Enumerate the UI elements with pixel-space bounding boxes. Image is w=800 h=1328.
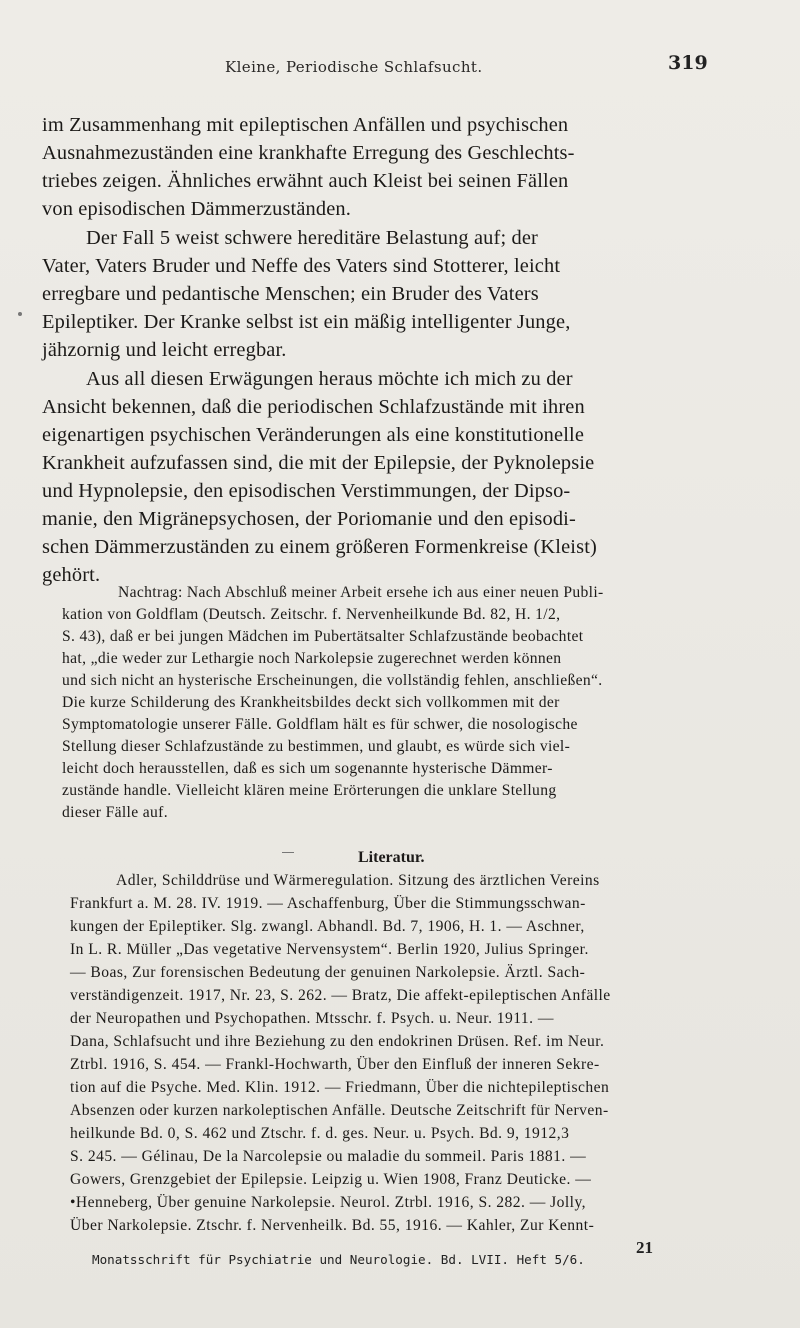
reference-line: der Neuropathen und Psychopathen. Mtsschr. f. Psych. u. Neur. 1911. — (70, 1010, 554, 1027)
page-number: 319 (668, 52, 708, 74)
reference-line: tion auf die Psyche. Med. Klin. 1912. — Friedmann, Über die nichtepileptischen (70, 1079, 610, 1096)
reference-line: — Boas, Zur forensischen Bedeutung der genuinen Narkolepsie. Ärztl. Sach- (70, 964, 586, 981)
text-line: Ansicht bekennen, daß die periodischen Schlafzustände mit ihren (42, 396, 585, 418)
reference-line: S. 245. — Gélinau, De la Narcolepsie ou maladie du sommeil. Paris 1881. — (70, 1148, 587, 1165)
text-line: Krankheit aufzufassen sind, die mit der Epilepsie, der Pyknolepsie (42, 452, 595, 474)
text-line: triebes zeigen. Ähnliches erwähnt auch Kleist bei seinen Fällen (42, 170, 569, 192)
text-line: Vater, Vaters Bruder und Neffe des Vaters sind Stotterer, leicht (42, 255, 561, 277)
text-line: eigenartigen psychischen Veränderungen als eine konstitutionelle (42, 424, 585, 446)
text-line: von episodischen Dämmerzuständen. (42, 198, 352, 220)
text-line: Epileptiker. Der Kranke selbst ist ein mäßig intelligenter Junge, (42, 311, 571, 333)
journal-citation: Monatsschrift für Psychiatrie und Neurologie. Bd. LVII. Heft 5/6. (92, 1252, 585, 1267)
reference-line: Dana, Schlafsucht und ihre Beziehung zu den endokrinen Drüsen. Ref. im Neur. (70, 1033, 605, 1050)
print-speck (18, 312, 22, 316)
reference-line: Adler, Schilddrüse und Wärmeregulation. Sitzung des ärztlichen Vereins (116, 872, 600, 889)
reference-line: Über Narkolepsie. Ztschr. f. Nervenheilk. Bd. 55, 1916. — Kahler, Zur Kennt- (70, 1217, 595, 1234)
note-line: Stellung dieser Schlafzustände zu bestimmen, und glaubt, es würde sich viel- (62, 738, 571, 755)
reference-line: Ztrbl. 1916, S. 454. — Frankl-Hochwarth, Über den Einfluß der inneren Sekre- (70, 1056, 600, 1073)
text-line: manie, den Migränepsychosen, der Poriomanie und den episodi- (42, 508, 576, 530)
reference-line: verständigenzeit. 1917, Nr. 23, S. 262. — Bratz, Die affekt-epileptischen Anfälle (70, 987, 611, 1004)
reference-line: •Henneberg, Über genuine Narkolepsie. Neurol. Ztrbl. 1916, S. 282. — Jolly, (70, 1194, 587, 1211)
text-line: erregbare und pedantische Menschen; ein Bruder des Vaters (42, 283, 539, 305)
page-footer (0, 1238, 800, 1278)
signature-number: 21 (636, 1238, 653, 1257)
text-line: jähzornig und leicht erregbar. (42, 339, 287, 361)
page-header (0, 52, 800, 82)
reference-line: Gowers, Grenzgebiet der Epilepsie. Leipzig u. Wien 1908, Franz Deuticke. — (70, 1171, 592, 1188)
note-line: leicht doch herausstellen, daß es sich um sogenannte hysterische Dämmer- (62, 760, 553, 777)
reference-line: kungen der Epileptiker. Slg. zwangl. Abhandl. Bd. 7, 1906, H. 1. — Aschner, (70, 918, 585, 935)
running-head: Kleine, Periodische Schlafsucht. (225, 58, 483, 76)
note-line: Symptomatologie unserer Fälle. Goldflam hält es für schwer, die nosologische (62, 716, 578, 733)
literatur-heading: Literatur. (358, 849, 425, 866)
note-line: zustände handle. Vielleicht klären meine Erörterungen die unklare Stellung (62, 782, 557, 799)
text-line: schen Dämmerzuständen zu einem größeren Formenkreise (Kleist) (42, 536, 597, 558)
note-line: dieser Fälle auf. (62, 804, 168, 821)
reference-line: heilkunde Bd. 0, S. 462 und Ztschr. f. d. ges. Neur. u. Psych. Bd. 9, 1912,3 (70, 1125, 570, 1142)
note-line: kation von Goldflam (Deutsch. Zeitschr. f. Nervenheilkunde Bd. 82, H. 1/2, (62, 606, 561, 623)
text-line: Ausnahmezuständen eine krankhafte Erregung des Geschlechts- (42, 142, 575, 164)
note-line: S. 43), daß er bei jungen Mädchen im Pubertätsalter Schlafzustände beobachtet (62, 628, 584, 645)
note-line: Nachtrag: Nach Abschluß meiner Arbeit ersehe ich aus einer neuen Publi- (118, 584, 604, 601)
reference-line: Absenzen oder kurzen narkoleptischen Anfälle. Deutsche Zeitschrift für Nerven- (70, 1102, 609, 1119)
note-line: hat, „die weder zur Lethargie noch Narkolepsie zugerechnet werden können (62, 650, 562, 667)
note-line: Die kurze Schilderung des Krankheitsbildes deckt sich vollkommen mit der (62, 694, 560, 711)
text-line: und Hypnolepsie, den episodischen Verstimmungen, der Dipso- (42, 480, 571, 502)
text-line: Aus all diesen Erwägungen heraus möchte ich mich zu der (86, 368, 573, 390)
reference-line: Frankfurt a. M. 28. IV. 1919. — Aschaffenburg, Über die Stimmungsschwan- (70, 895, 586, 912)
note-line: und sich nicht an hysterische Erscheinungen, die vollständig fehlen, anschließen“. (62, 672, 603, 689)
text-line: Der Fall 5 weist schwere hereditäre Belastung auf; der (86, 227, 538, 249)
text-line: im Zusammenhang mit epileptischen Anfällen und psychischen (42, 114, 569, 136)
reference-line: In L. R. Müller „Das vegetative Nervensystem“. Berlin 1920, Julius Springer. (70, 941, 589, 958)
stray-mark (282, 852, 294, 853)
text-line: gehört. (42, 564, 101, 586)
